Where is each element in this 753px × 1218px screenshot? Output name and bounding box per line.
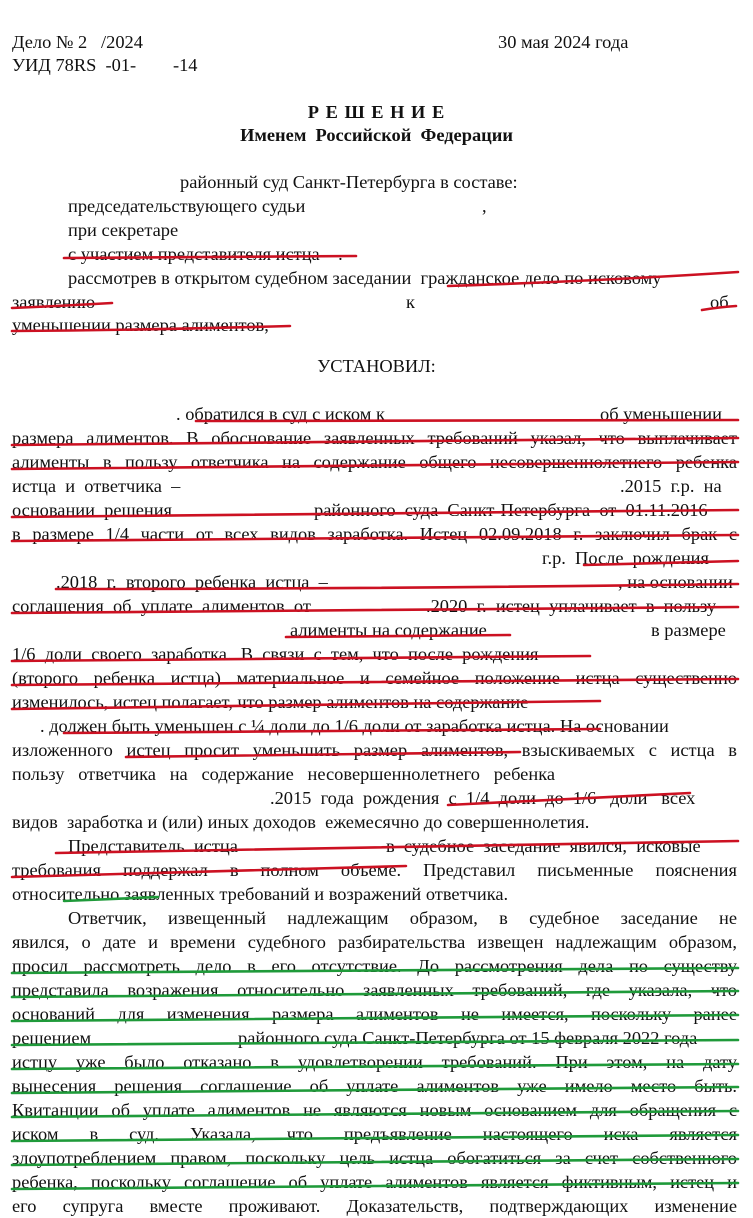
body-line: просил рассмотреть дело в его отсутствие. До рассмотрения дела по существу: [12, 956, 737, 976]
intro-hearing-line: рассмотрев в открытом судебном заседании гражданское дело по исковому: [68, 268, 662, 288]
body-line: алименты на содержание: [290, 620, 487, 640]
body-line: истцу уже было отказано в удовлетворении требований. При этом, на дату: [12, 1052, 737, 1072]
body-line: , на основании: [618, 572, 733, 592]
intro-secretary-line: при секретаре: [68, 220, 179, 240]
body-line: .2018 г. второго ребенка истца –: [56, 572, 328, 592]
body-line: видов заработка и (или) иных доходов ежемесячно до совершеннолетия.: [12, 812, 590, 832]
body-line: изложенного истец просит уменьшить размер алиментов, взыскиваемых с истца в: [12, 740, 737, 760]
intro-claim-k: к: [406, 292, 415, 312]
body-line: районного суда Санкт-Петербурга от 01.11.2016: [314, 500, 708, 520]
body-line: .2015 года рождения с 1/4 доли до 1/6 доли всех: [270, 788, 696, 808]
body-line: размера алиментов. В обоснование заявленных требований указал, что выплачивает: [12, 428, 737, 448]
body-line: иском в суд. Указала, что предъявление настоящего иска является: [12, 1124, 737, 1144]
body-line: районного суда Санкт-Петербурга от 15 февраля 2022 года: [238, 1028, 698, 1048]
body-line: .2015 г.р. на: [620, 476, 722, 496]
body-line: г.р. После рождения: [542, 548, 709, 568]
body-line: требования поддержал в полном объеме. Представил письменные пояснения: [12, 860, 737, 880]
body-line: об уменьшении: [600, 404, 722, 424]
body-line: ребенка, поскольку соглашение об уплате алиментов является фиктивным, истец и: [12, 1172, 737, 1192]
body-line: в размере: [651, 620, 726, 640]
body-line: в судебное заседание явился, исковые: [386, 836, 701, 856]
body-line: истца и ответчика –: [12, 476, 181, 496]
intro-judge-comma: ,: [482, 196, 487, 216]
body-line: Представитель истца: [68, 836, 238, 856]
body-line: алименты в пользу ответчика на содержание общего несовершеннолетнего ребенка: [12, 452, 737, 472]
case-number: Дело № 2 /2024: [12, 32, 143, 52]
intro-claim-word: заявлению: [12, 292, 96, 312]
body-line: вынесения решения соглашение об уплате алиментов уже имело место быть.: [12, 1076, 737, 1096]
intro-court-line: районный суд Санкт-Петербурга в составе:: [180, 172, 518, 192]
body-line: представила возражения относительно заявленных требований, где указала, что: [12, 980, 737, 1000]
body-line: решением: [12, 1028, 92, 1048]
body-line: (второго ребенка истца) материальное и семейное положение истца существенно: [12, 668, 737, 688]
body-line: оснований для изменения размера алиментов не имеется, поскольку ранее: [12, 1004, 737, 1024]
body-line: явился, о дате и времени судебного разбирательства извещен надлежащим образом,: [12, 932, 737, 952]
body-line: пользу ответчика на содержание несовершеннолетнего ребенка: [12, 764, 556, 784]
body-line: изменилось, истец полагает, что размер алиментов на содержание: [12, 692, 529, 712]
intro-claim-ob: об: [710, 292, 729, 312]
intro-subject-line: уменьшении размера алиментов,: [12, 315, 269, 335]
body-line: 1/6 доли своего заработка. В связи с тем, что после рождения: [12, 644, 539, 664]
body-line: его супруга вместе проживают. Доказательств, подтверждающих изменение: [12, 1196, 737, 1216]
document-title: Р Е Ш Е Н И Е: [307, 102, 446, 122]
body-line: .2020 г. истец уплачивает в пользу: [426, 596, 717, 616]
body-line: . должен быть уменьшен с ¼ доли до 1/6 доли от заработка истца. На основании: [40, 716, 669, 736]
body-line: соглашения об уплате алиментов от: [12, 596, 311, 616]
body-line: . обратился в суд с иском к: [176, 404, 385, 424]
body-line: относительно заявленных требований и возражений ответчика.: [12, 884, 509, 904]
decision-date: 30 мая 2024 года: [498, 32, 629, 52]
intro-judge-line: председательствующего судьи: [68, 196, 306, 216]
body-line: в размере 1/4 части от всех видов заработка. Истец 02.09.2018 г. заключил брак с: [12, 524, 737, 544]
intro-representative-line: с участием представителя истца – .: [68, 244, 343, 264]
document-subtitle: Именем Российской Федерации: [240, 125, 513, 145]
body-line: Квитанции об уплате алиментов не являются новым основанием для обращения с: [12, 1100, 737, 1120]
body-line: Ответчик, извещенный надлежащим образом, в судебное заседание не: [68, 908, 737, 928]
body-line: основании решения: [12, 500, 173, 520]
section-established: УСТАНОВИЛ:: [317, 356, 436, 376]
body-line: злоупотреблением правом, поскольку цель истца обогатиться за счет собственного: [12, 1148, 737, 1168]
case-uid: УИД 78RS -01- -14: [12, 55, 198, 75]
